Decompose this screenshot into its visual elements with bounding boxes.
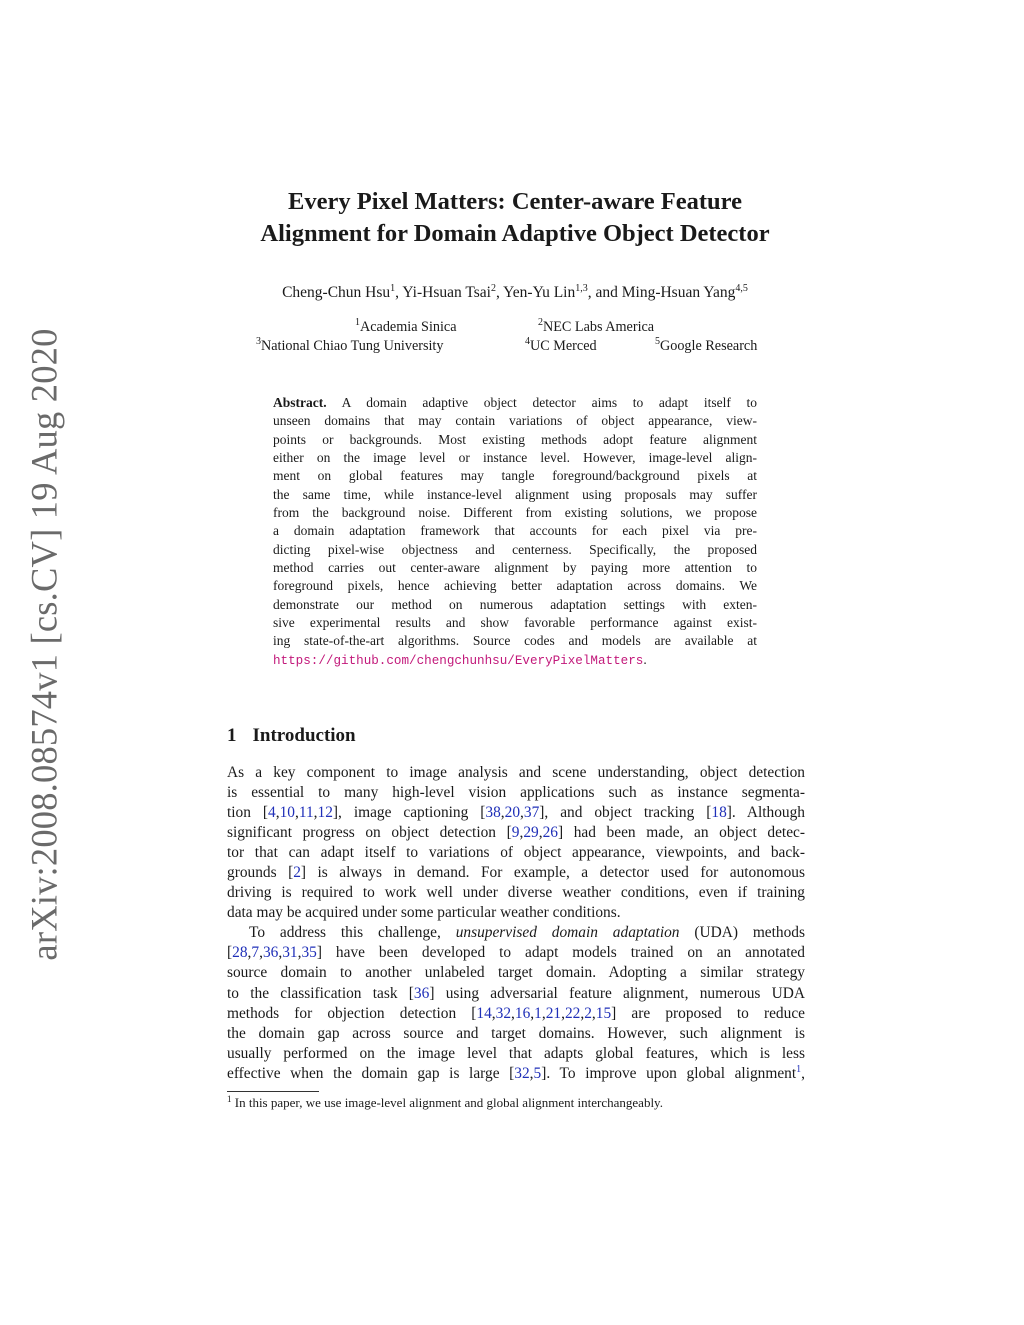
abstract-line: ing state-of-the-art algorithms. Source codes and models are available at [273,633,757,649]
abstract-line: from the background noise. Different from existing solutions, we propose [273,505,757,521]
body-line: usually performed on the image level that adapts global features, which is less [227,1044,805,1062]
text-run: tion [ [227,804,269,822]
text-run: to the classification task [ [227,984,414,1002]
emphasis-term: unsupervised domain adaptation [455,924,680,942]
author-list [160,284,870,302]
body-text [227,763,805,1084]
citation-link[interactable]: 35 [301,944,317,962]
citation-link[interactable]: 31 [282,944,298,962]
footnote-text: In this paper, we use image-level alignment and global alignment interchangeably. [234,1095,663,1110]
text-run: ]. To improve upon global alignment [541,1064,797,1082]
text-run: ], and object tracking [ [539,804,712,822]
author-affiliation-mark: 1,3 [575,283,588,294]
text-run: ] using adversarial feature alignment, numerous UDA [429,984,805,1002]
body-line: significant progress on object detection [9,29,26] had been made, an object detec- [227,824,805,842]
affiliation-5 [655,338,757,355]
citation-link[interactable]: 38 [485,804,501,822]
code-url-link[interactable]: https://github.com/chengchunhsu/EveryPixelMatters [273,653,644,668]
text-run: To address this challenge, [249,924,456,942]
body-line: the domain gap across source and target domains. However, such alignment is [227,1024,805,1042]
affiliation-mark: 4 [525,336,530,347]
author-affiliation-mark: 4,5 [735,283,748,294]
arxiv-id: arXiv:2008.08574v1 [cs.CV] 19 Aug 2020 [23,327,65,961]
citation-link[interactable]: 7 [251,944,260,962]
text-run: (UDA) methods [679,924,805,942]
citation-link[interactable]: 26 [542,824,558,842]
body-line [227,923,805,943]
body-line [227,984,805,1004]
body-line: effective when the domain gap is large [32,5]. To improve upon global alignment$^1$, [227,1063,805,1082]
citation-link[interactable]: 5 [533,1064,542,1082]
citation-link[interactable]: 37 [523,804,540,822]
citation-link[interactable]: 28 [232,944,248,962]
text-run: ] had been made, an object detec- [557,824,805,842]
title-line-1: Every Pixel Matters: Center-aware Feature [288,188,742,215]
text-run: ] is always in demand. For example, a detector used for autonomous [300,864,805,882]
footnote [227,1095,663,1111]
affiliation-name: Academia Sinica [360,319,457,335]
citation-link[interactable]: 1 [534,1004,542,1022]
text-run: , [801,1064,805,1082]
citation-link[interactable]: 32 [495,1004,512,1022]
author-affiliation-mark: 1 [390,283,396,294]
abstract-line: dicting pixel-wise objectness and centerness. Specifically, the proposed [273,541,757,557]
text-run: significant progress on object detection [ [227,824,512,842]
citation-link[interactable]: 11 [298,804,314,822]
affiliation-name: Google Research [660,338,758,354]
text-run: ] are proposed to reduce [611,1004,805,1022]
affiliation-2 [538,319,654,336]
text-run: effective when the domain gap is large [ [227,1064,515,1082]
citation-link[interactable]: 9 [511,824,520,842]
abstract-line: sive experimental results and show favorable performance against exist- [273,615,757,631]
citation-link[interactable]: 18 [711,804,727,822]
section-number: 1 [227,725,237,746]
text-run: methods for objection detection [ [227,1004,477,1022]
author-separator: , [395,284,403,301]
body-line: data may be acquired under some particular weather conditions. [227,904,621,922]
citation-link[interactable]: 4 [268,804,276,822]
abstract-line [273,651,757,669]
affiliation-mark: 5 [655,336,660,347]
citation-link[interactable]: 10 [279,804,295,822]
citation-link[interactable]: 15 [595,1004,612,1022]
affiliation-4 [525,338,597,355]
abstract-line: method carries out center-aware alignment by paying more attention to [273,560,757,576]
abstract [273,394,757,669]
citation-link[interactable]: 12 [317,804,333,822]
affiliation-name: UC Merced [530,338,597,354]
text-run: grounds [ [227,864,294,882]
abstract-line: unseen domains that may contain variations of object appearance, view- [273,413,757,429]
abstract-end-punct: . [643,651,647,667]
footnote-number: 1 [227,1094,232,1104]
abstract-line: ment on global features may tangle foreground/background pixels at [273,468,757,484]
citation-link[interactable]: 2 [293,864,301,882]
section-title: Introduction [252,725,356,746]
text-run: ] have been developed to adapt models trained on an annotated [316,944,805,962]
citation-link[interactable]: 32 [514,1064,530,1082]
abstract-line: demonstrate our method on numerous adaptation settings with exten- [273,596,757,612]
text-run: ], image captioning [ [332,804,486,822]
abstract-line: points or backgrounds. Most existing methods adopt feature alignment [273,431,757,447]
author-name: Yi-Hsuan Tsai [402,284,491,301]
author-separator: , and [587,284,622,301]
body-line: is essential to many high-level vision applications such as instance segmenta- [227,784,805,802]
citation-link[interactable]: 22 [564,1004,581,1022]
citation-link[interactable]: 16 [514,1004,531,1022]
citation-link[interactable]: 20 [504,804,521,822]
affiliation-name: National Chiao Tung University [261,338,444,354]
citation-link[interactable]: 21 [545,1004,562,1022]
footnote-marker-link[interactable]: 1 [796,1063,802,1075]
body-line: driving is required to work well under diverse weather conditions, even if training [227,884,805,902]
body-line: As a key component to image analysis and scene understanding, object detection [227,764,805,781]
text-run: [ [227,944,233,962]
abstract-line: the same time, while instance-level alignment using proposals may suffer [273,486,757,502]
abstract-text: A domain adaptive object detector aims to adapt itself to [341,395,757,410]
body-line: [28,7,36,31,35] have been developed to adapt models trained on an annotated [227,944,805,962]
affiliation-mark: 1 [355,317,360,328]
body-line [227,863,805,883]
body-line: source domain to another unlabeled target domain. Adopting a similar strategy [227,964,805,982]
author-name: Cheng-Chun Hsu [282,284,391,301]
body-line: tor that can adapt itself to variations of object appearance, viewpoints, and back- [227,844,805,862]
citation-link[interactable]: 14 [476,1004,492,1022]
affiliation-name: NEC Labs America [543,319,655,335]
affiliation-mark: 2 [538,317,543,328]
affiliation-1 [355,319,457,336]
citation-link[interactable]: 36 [413,984,430,1002]
footnote-divider [227,1091,319,1092]
text-run: ]. Although [726,804,805,822]
citation-link[interactable]: 36 [262,944,279,962]
author-separator: , [495,284,504,301]
body-line: methods for objection detection [14,32,16,1,21,22,2,15] are proposed to reduce [227,1004,805,1022]
paper-title [160,186,870,250]
arxiv-stamp [12,327,76,961]
abstract-line [273,394,757,412]
citation-link[interactable]: 29 [523,824,539,842]
section-heading [227,725,356,747]
abstract-line: either on the image level or instance level. However, image-level align- [273,450,757,466]
abstract-line: a domain adaptation framework that accounts for each pixel via pre- [273,523,757,539]
author-name: Yen-Yu Lin [503,284,576,301]
affiliation-mark: 3 [256,336,261,347]
title-line-2: Alignment for Domain Adaptive Object Detector [260,220,770,247]
author-affiliation-mark: 2 [490,283,496,294]
body-line: tion [4,10,11,12], image captioning [38,20,37], and object tracking [18]. Although [227,804,805,822]
affiliation-3 [256,338,443,355]
author-name: Ming-Hsuan Yang [621,284,736,301]
citation-link[interactable]: 2 [584,1004,592,1022]
abstract-line: foreground pixels, hence achieving better adaptation across domains. We [273,578,757,594]
abstract-label: Abstract. [273,395,327,410]
